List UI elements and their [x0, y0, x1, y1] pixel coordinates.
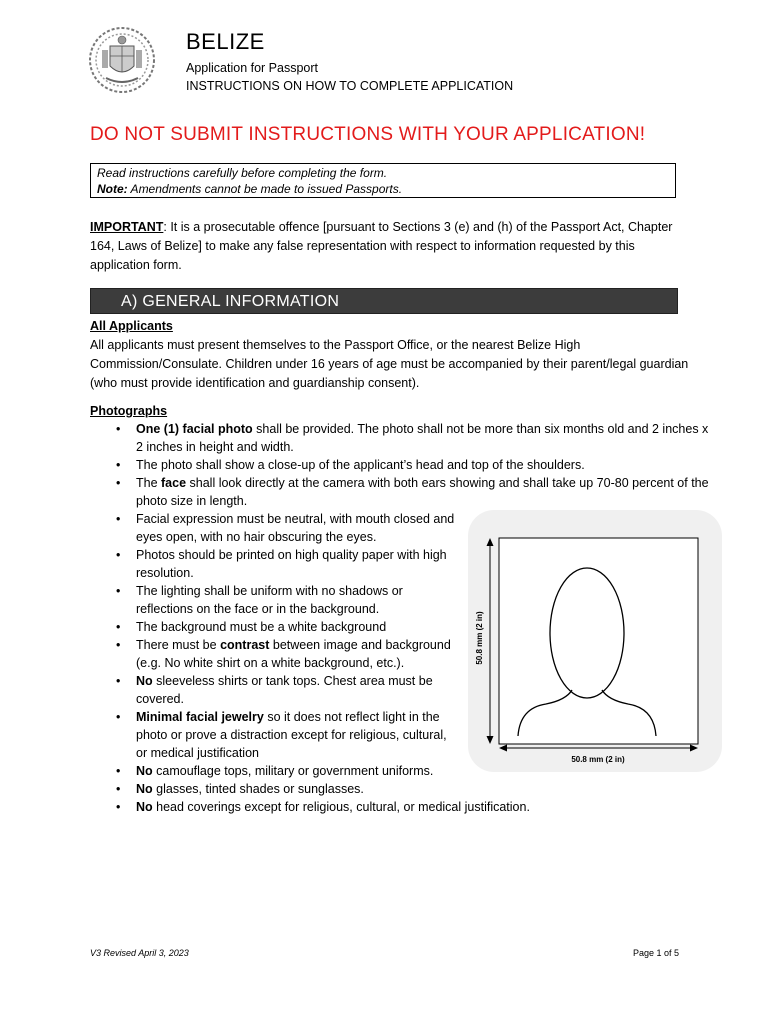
bullet-text: Photos should be printed on high quality paper with high resolution.: [136, 548, 447, 580]
width-arrow-left: [499, 745, 507, 752]
width-arrow-right: [690, 745, 698, 752]
country-name: BELIZE: [186, 29, 265, 54]
list-item: [90, 636, 456, 672]
bullet-bold: No: [136, 674, 153, 688]
version-footer: V3 Revised April 3, 2023: [90, 948, 189, 958]
bullet-text: so it does not reflect light in the photo or prove a distraction except for religious, cultural, or medical justification: [136, 710, 447, 760]
form-title: Application for Passport: [186, 61, 319, 75]
bullet-text: between image and background (e.g. No white shirt on a white background, etc.).: [136, 638, 451, 670]
list-item: [90, 618, 456, 636]
section-header-general-information: A) GENERAL INFORMATION: [90, 288, 678, 314]
bullet-text: The lighting shall be uniform with no shadows or reflections on the face or in the background.: [136, 584, 403, 616]
bullet-bold: No: [136, 764, 153, 778]
photographs-heading: Photographs: [90, 404, 168, 418]
bullet-bold: No: [136, 782, 153, 796]
bullet-text: The photo shall show a close-up of the applicant’s head and top of the shoulders.: [136, 458, 585, 472]
list-item: [90, 546, 456, 582]
note-label: Note:: [97, 182, 128, 196]
page-number: Page 1 of 5: [633, 948, 680, 958]
bullet-text: The background must be a white background: [136, 620, 387, 634]
list-item: [90, 582, 456, 618]
important-text: : It is a prosecutable offence [pursuant to Sections 3 (e) and (h) of the Passport Act, Chapter 164, Laws of Belize] to make any false representation with respect to information requested by this application form.: [90, 220, 673, 272]
bullet-pre: The: [136, 476, 162, 490]
bullet-bold: No: [136, 800, 153, 814]
all-applicants-heading: All Applicants: [90, 319, 173, 333]
bullet-text: Facial expression must be neutral, with mouth closed and eyes open, with no hair obscuring the eyes.: [136, 512, 455, 544]
list-item: [90, 708, 456, 762]
passport-photo-diagram: [468, 510, 722, 772]
note-text: Amendments cannot be made to issued Passports.: [127, 182, 403, 196]
photo-frame: [499, 538, 698, 744]
note-line-1: Read instructions carefully before completing the form.: [97, 166, 388, 180]
list-item: [90, 510, 456, 546]
important-paragraph: [90, 218, 690, 275]
warning-heading: DO NOT SUBMIT INSTRUCTIONS WITH YOUR APPLICATION!: [90, 124, 646, 145]
bullet-bold: One (1) facial photo: [136, 422, 253, 436]
bullet-bold: contrast: [220, 638, 270, 652]
list-item: [90, 798, 716, 816]
height-label: 50.8 mm (2 in): [475, 611, 484, 665]
all-applicants-text: All applicants must present themselves to the Passport Office, or the nearest Belize High Commission/Consulate. Children under 16 years of age must be accompanied by their parent/legal guardian (who must provide identification and guardianship consent).: [90, 338, 689, 390]
bullet-bold: Minimal facial jewelry: [136, 710, 264, 724]
form-subtitle: INSTRUCTIONS ON HOW TO COMPLETE APPLICATION: [186, 79, 514, 93]
bullet-text: shall look directly at the camera with both ears showing and shall take up 70-80 percent of the photo size in length.: [136, 476, 709, 508]
bullet-text: head coverings except for religious, cultural, or medical justification.: [152, 800, 530, 814]
list-item: [90, 780, 716, 798]
bullet-text: glasses, tinted shades or sunglasses.: [152, 782, 364, 796]
height-arrow-top: [487, 538, 494, 546]
bullet-text: sleeveless shirts or tank tops. Chest area must be covered.: [136, 674, 433, 706]
bullet-bold: face: [161, 476, 187, 490]
list-item: [90, 456, 716, 474]
list-item: [90, 474, 716, 510]
important-label: IMPORTANT: [90, 220, 164, 234]
note-box: [90, 163, 676, 198]
bullet-pre: There must be: [136, 638, 221, 652]
bullet-text: camouflage tops, military or government uniforms.: [152, 764, 434, 778]
note-line-2: [97, 181, 669, 197]
height-arrow-bottom: [487, 736, 494, 744]
bullet-text: shall be provided. The photo shall not be more than six months old and 2 inches x 2 inches in height and width.: [136, 422, 709, 454]
list-item: [90, 420, 716, 456]
coat-of-arms-icon: [88, 26, 156, 94]
width-label: 50.8 mm (2 in): [571, 755, 625, 764]
list-item: [90, 672, 456, 708]
